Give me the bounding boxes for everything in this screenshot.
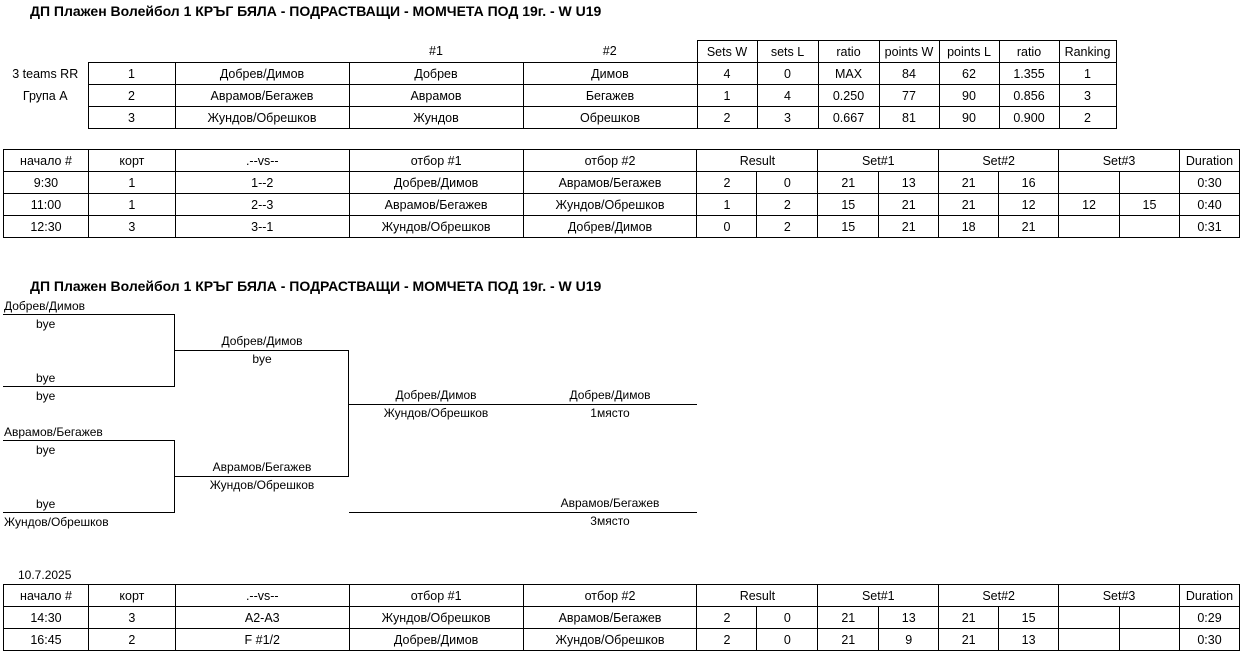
sets-won: 4 — [697, 63, 757, 85]
match-team2: Жундов/Обрешков — [523, 629, 697, 651]
header-sets-w: Sets W — [697, 41, 757, 63]
header-court: корт — [88, 150, 175, 172]
match-team1: Аврамов/Бегажев — [349, 194, 523, 216]
match-row — [4, 194, 1240, 216]
player2: Обрешков — [523, 107, 697, 129]
match-team1: Добрев/Димов — [349, 172, 523, 194]
set1-team2: 21 — [879, 216, 939, 238]
sets-ratio: 0.667 — [818, 107, 879, 129]
points-lost: 90 — [939, 85, 999, 107]
group-format-label: 3 teams RR — [12, 66, 79, 81]
match-duration: 0:30 — [1179, 172, 1239, 194]
set1-team1: 21 — [818, 607, 879, 629]
round-robin-schedule-table — [3, 149, 1240, 238]
set1-team2: 13 — [879, 172, 939, 194]
set2-team1: 21 — [939, 172, 999, 194]
set3-team2: 15 — [1120, 194, 1180, 216]
points-lost: 90 — [939, 107, 999, 129]
bracket-bye: bye — [36, 317, 56, 331]
header-ranking: Ranking — [1059, 41, 1116, 63]
match-court: 2 — [88, 629, 175, 651]
player1: Жундов — [349, 107, 523, 129]
header-sets-l: sets L — [757, 41, 818, 63]
set2-team1: 21 — [939, 194, 999, 216]
header-set1: Set#1 — [818, 585, 939, 607]
set3-team1 — [1059, 629, 1120, 651]
set3-team2 — [1120, 629, 1180, 651]
set2-team2: 21 — [999, 216, 1059, 238]
match-team2: Добрев/Димов — [523, 216, 697, 238]
team-name: Жундов/Обрешков — [175, 107, 349, 129]
header-team2: отбор #2 — [523, 150, 697, 172]
header-team1: отбор #1 — [349, 585, 523, 607]
result-team1: 2 — [697, 607, 757, 629]
finals-schedule-table — [3, 584, 1240, 651]
header-vs: .--vs-- — [175, 585, 349, 607]
set2-team1: 21 — [939, 607, 999, 629]
match-start: 12:30 — [4, 216, 89, 238]
bracket-line — [349, 404, 697, 405]
result-team2: 0 — [757, 629, 818, 651]
set2-team1: 18 — [939, 216, 999, 238]
match-pairing: 1--2 — [175, 172, 349, 194]
result-team2: 0 — [757, 607, 818, 629]
match-team2: Аврамов/Бегажев — [523, 172, 697, 194]
schedule-header-row — [4, 150, 1240, 172]
set1-team1: 15 — [818, 194, 879, 216]
bracket-line — [175, 350, 349, 351]
group-name-label: Група А — [22, 88, 68, 103]
champion-team: Добрев/Димов — [569, 388, 651, 402]
set1-team1: 21 — [818, 629, 879, 651]
match-court: 1 — [88, 172, 175, 194]
set1-team2: 13 — [879, 607, 939, 629]
header-sets-ratio: ratio — [818, 41, 879, 63]
bracket-line — [349, 512, 697, 513]
group-row — [3, 107, 1116, 129]
champion-label: 1място — [590, 406, 630, 420]
group-header-row — [3, 41, 1116, 63]
match-start: 11:00 — [4, 194, 89, 216]
points-ratio: 1.355 — [999, 63, 1059, 85]
match-row — [4, 629, 1240, 651]
points-ratio: 0.856 — [999, 85, 1059, 107]
set3-team1 — [1059, 607, 1120, 629]
set1-team1: 15 — [818, 216, 879, 238]
header-vs: .--vs-- — [175, 150, 349, 172]
match-duration: 0:31 — [1179, 216, 1239, 238]
set3-team2 — [1120, 172, 1180, 194]
bracket-team: Добрев/Димов — [4, 299, 85, 313]
ranking: 1 — [1059, 63, 1116, 85]
header-duration: Duration — [1179, 585, 1239, 607]
header-player1: #1 — [429, 44, 443, 59]
group-standings-table — [3, 40, 1117, 129]
header-result: Result — [697, 585, 818, 607]
match-row — [4, 172, 1240, 194]
match-start: 14:30 — [4, 607, 89, 629]
match-pairing: 2--3 — [175, 194, 349, 216]
header-team1: отбор #1 — [349, 150, 523, 172]
header-set1: Set#1 — [818, 150, 939, 172]
result-team1: 2 — [697, 172, 757, 194]
set1-team1: 21 — [818, 172, 879, 194]
match-court: 3 — [88, 607, 175, 629]
bracket-team: Жундов/Обрешков — [209, 478, 315, 492]
points-lost: 62 — [939, 63, 999, 85]
result-team2: 2 — [757, 216, 818, 238]
match-duration: 0:30 — [1179, 629, 1239, 651]
set3-team1 — [1059, 216, 1120, 238]
set2-team2: 13 — [999, 629, 1059, 651]
schedule-header-row — [4, 585, 1240, 607]
team-name: Аврамов/Бегажев — [175, 85, 349, 107]
bracket-line — [3, 314, 175, 315]
header-start: начало # — [4, 585, 89, 607]
final-team: Жундов/Обрешков — [383, 406, 489, 420]
points-won: 77 — [879, 85, 939, 107]
header-set2: Set#2 — [939, 150, 1059, 172]
team-name: Добрев/Димов — [175, 63, 349, 85]
match-team2: Аврамов/Бегажев — [523, 607, 697, 629]
header-set2: Set#2 — [939, 585, 1059, 607]
group-row — [3, 63, 1116, 85]
result-team2: 0 — [757, 172, 818, 194]
match-court: 1 — [88, 194, 175, 216]
match-row — [4, 216, 1240, 238]
set2-team2: 15 — [999, 607, 1059, 629]
team-number: 2 — [88, 85, 175, 107]
result-team1: 2 — [697, 629, 757, 651]
set2-team2: 12 — [999, 194, 1059, 216]
third-place-label: 3място — [590, 514, 630, 528]
match-start: 9:30 — [4, 172, 89, 194]
sets-won: 2 — [697, 107, 757, 129]
header-player2: #2 — [602, 44, 617, 59]
set3-team1 — [1059, 172, 1120, 194]
sets-ratio: 0.250 — [818, 85, 879, 107]
header-set3: Set#3 — [1059, 585, 1180, 607]
ranking: 3 — [1059, 85, 1116, 107]
header-court: корт — [88, 585, 175, 607]
match-duration: 0:40 — [1179, 194, 1239, 216]
player1: Добрев — [349, 63, 523, 85]
header-points-ratio: ratio — [999, 41, 1059, 63]
match-pairing: 3--1 — [175, 216, 349, 238]
player2: Бегажев — [523, 85, 697, 107]
team-number: 3 — [88, 107, 175, 129]
third-place-team: Аврамов/Бегажев — [560, 496, 660, 510]
result-team1: 0 — [697, 216, 757, 238]
bracket-bye: bye — [36, 443, 56, 457]
match-team1: Жундов/Обрешков — [349, 607, 523, 629]
sets-lost: 3 — [757, 107, 818, 129]
sets-ratio: MAX — [818, 63, 879, 85]
match-pairing: F #1/2 — [175, 629, 349, 651]
bracket-line — [3, 386, 175, 387]
header-start: начало # — [4, 150, 89, 172]
player2: Димов — [523, 63, 697, 85]
match-team1: Жундов/Обрешков — [349, 216, 523, 238]
player1: Аврамов — [349, 85, 523, 107]
set3-team2 — [1120, 607, 1180, 629]
bracket-team: Жундов/Обрешков — [4, 515, 109, 529]
set1-team2: 21 — [879, 194, 939, 216]
match-duration: 0:29 — [1179, 607, 1239, 629]
final-team: Добрев/Димов — [395, 388, 477, 402]
header-set3: Set#3 — [1059, 150, 1180, 172]
sets-lost: 4 — [757, 85, 818, 107]
result-team1: 1 — [697, 194, 757, 216]
points-won: 84 — [879, 63, 939, 85]
team-number: 1 — [88, 63, 175, 85]
bracket-line — [3, 512, 175, 513]
match-team2: Жундов/Обрешков — [523, 194, 697, 216]
points-won: 81 — [879, 107, 939, 129]
match-start: 16:45 — [4, 629, 89, 651]
bracket-title: ДП Плажен Волейбол 1 КРЪГ БЯЛА - ПОДРАСТВАЩИ - МОМЧЕТА ПОД 19г. - W U19 — [30, 278, 602, 294]
result-team2: 2 — [757, 194, 818, 216]
header-duration: Duration — [1179, 150, 1239, 172]
bracket-line — [175, 476, 349, 477]
bracket-line — [3, 440, 175, 441]
group-row — [3, 85, 1116, 107]
points-ratio: 0.900 — [999, 107, 1059, 129]
schedule-date: 10.7.2025 — [18, 568, 72, 582]
bracket-team: Аврамов/Бегажев — [212, 460, 312, 474]
match-pairing: A2-A3 — [175, 607, 349, 629]
header-team2: отбор #2 — [523, 585, 697, 607]
bracket-team: Аврамов/Бегажев — [4, 425, 103, 439]
header-points-l: points L — [939, 41, 999, 63]
set2-team1: 21 — [939, 629, 999, 651]
match-team1: Добрев/Димов — [349, 629, 523, 651]
match-court: 3 — [88, 216, 175, 238]
ranking: 2 — [1059, 107, 1116, 129]
match-row — [4, 607, 1240, 629]
bracket-bye: bye — [36, 371, 56, 385]
bracket-bye: bye — [252, 352, 272, 366]
sets-lost: 0 — [757, 63, 818, 85]
set3-team2 — [1120, 216, 1180, 238]
bracket-bye: bye — [36, 497, 56, 511]
set2-team2: 16 — [999, 172, 1059, 194]
sets-won: 1 — [697, 85, 757, 107]
header-points-w: points W — [879, 41, 939, 63]
set1-team2: 9 — [879, 629, 939, 651]
page-title: ДП Плажен Волейбол 1 КРЪГ БЯЛА - ПОДРАСТВАЩИ - МОМЧЕТА ПОД 19г. - W U19 — [30, 3, 602, 19]
header-result: Result — [697, 150, 818, 172]
bracket-bye: bye — [36, 389, 56, 403]
set3-team1: 12 — [1059, 194, 1120, 216]
bracket-team: Добрев/Димов — [221, 334, 303, 348]
